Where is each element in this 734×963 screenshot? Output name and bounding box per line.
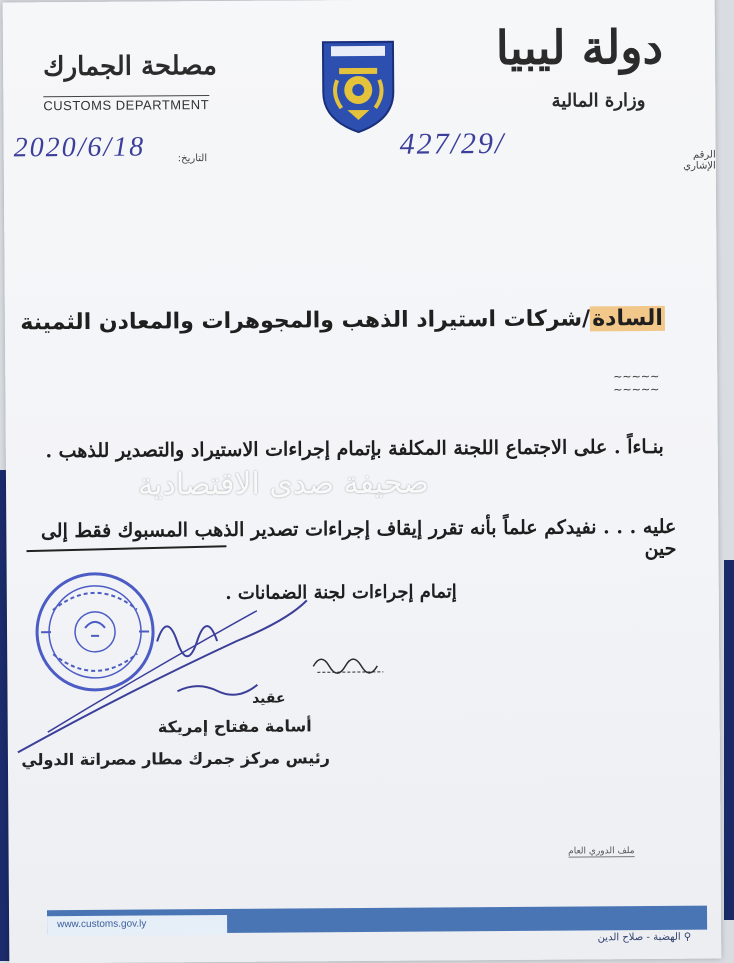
recipient-line: [20, 306, 665, 335]
body-paragraph-2: عليه . . . نفيدكم علماً بأنه تقرر إيقاف إجراءات تصدير الذهب المسبوك فقط إلى حين: [40, 515, 677, 561]
body-paragraph-3: إتمام إجراءات لجنة الضمانات .: [225, 581, 457, 604]
signatory-position: رئيس مركز جمرك مطار مصراتة الدولي: [21, 748, 331, 770]
note-line: ~~~~~: [613, 382, 660, 397]
small-seal-icon: [309, 646, 391, 677]
date-label: التاريخ:: [177, 153, 208, 165]
reference-number-value: 427/29/: [399, 126, 506, 161]
note-line: ~~~~~: [613, 369, 660, 384]
website-link: www.customs.gov.ly: [57, 918, 147, 931]
handwritten-note: [613, 370, 659, 396]
newspaper-watermark: صحيفة صدى الاقتصادية: [137, 465, 429, 503]
ministry-name: وزارة المالية: [551, 90, 646, 112]
signatory-rank: عقيد: [252, 690, 286, 707]
letter-page: [3, 0, 722, 963]
reference-number-label: الرقم الإشاري: [683, 149, 716, 172]
footer-address: [598, 932, 692, 944]
customs-emblem-icon: [317, 34, 400, 135]
archive-note: ملف الدوري العام: [568, 846, 635, 857]
state-title: دولة ليبيا: [495, 19, 664, 76]
customs-department-english: CUSTOMS DEPARTMENT: [43, 97, 210, 114]
background-edge-right: [724, 560, 734, 920]
location-pin-icon: ⚲: [680, 931, 692, 943]
signatory-name: أسامة مفتاح إمريكة: [157, 716, 312, 737]
recipient-prefix: السادة: [592, 305, 663, 332]
footer-address-text: الهضبة - صلاح الدين: [597, 931, 681, 944]
recipient-name: /شركات استيراد الذهب والمجوهرات والمعادن الثمينة: [20, 306, 591, 336]
customs-department-arabic: مصلحة الجمارك: [43, 51, 217, 83]
body-paragraph-1: بنـاءاً . على الاجتماع اللجنة المكلفة بإتمام إجراءات الاستيراد والتصدير للذهب .: [45, 435, 664, 463]
date-value: 2020/6/18: [13, 131, 146, 164]
